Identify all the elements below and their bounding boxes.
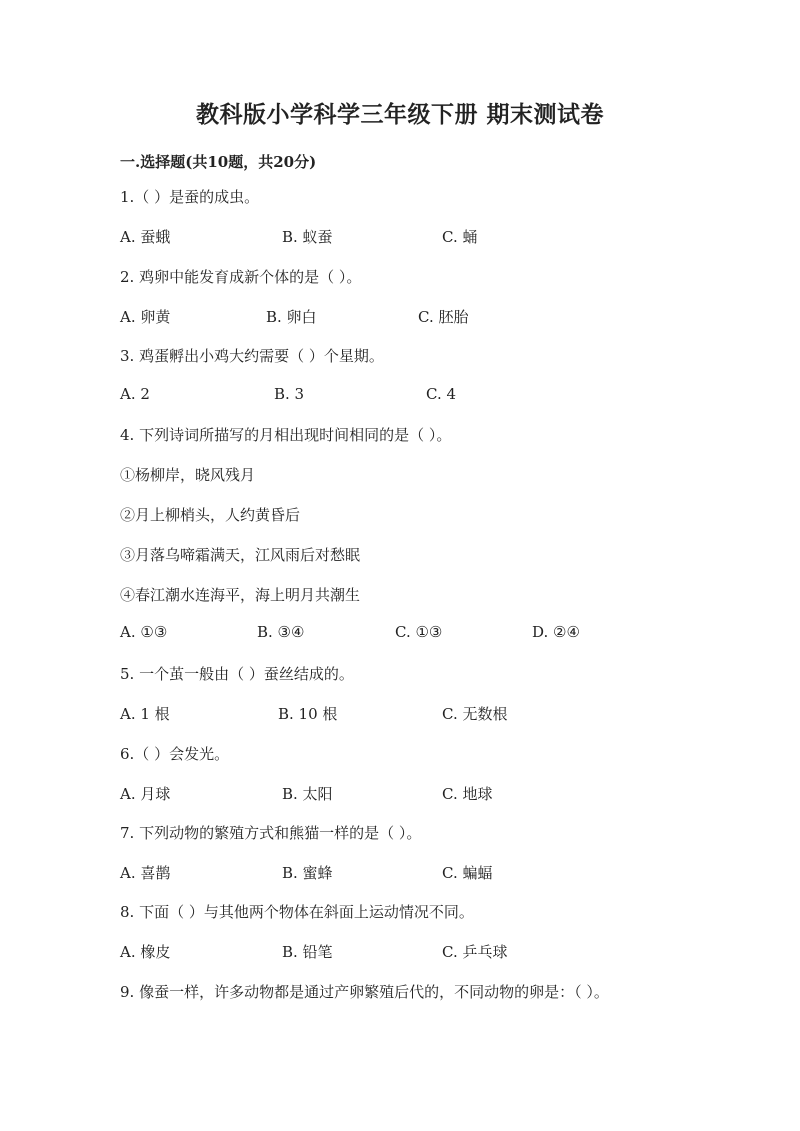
- page-title: 教科版小学科学三年级下册 期末测试卷: [195, 101, 604, 128]
- question-2-stem: 2. 鸡卵中能发育成新个体的是（ ）。: [120, 268, 362, 286]
- question-6-stem: 6.（ ）会发光。: [120, 745, 230, 763]
- q8-option-a: A. 橡皮: [120, 943, 171, 961]
- q5-option-b: B. 10 根: [278, 705, 338, 723]
- q8-option-c: C. 乒乓球: [442, 943, 508, 961]
- q4-option-d: D. ②④: [532, 623, 580, 641]
- q2-option-b: B. 卵白: [266, 308, 317, 326]
- q4-option-a: A. ①③: [120, 623, 168, 641]
- q3-option-a: A. 2: [120, 385, 150, 403]
- question-8-stem: 8. 下面（ ）与其他两个物体在斜面上运动情况不同。: [120, 903, 474, 921]
- q3-option-c: C. 4: [426, 385, 457, 403]
- q1-option-a: A. 蚕蛾: [120, 228, 171, 246]
- question-4-line-2: ②月上柳梢头，人约黄昏后: [120, 506, 301, 524]
- question-5-stem: 5. 一个茧一般由（ ）蚕丝结成的。: [120, 665, 354, 683]
- q7-option-a: A. 喜鹊: [120, 864, 171, 882]
- question-4-stem: 4. 下列诗词所描写的月相出现时间相同的是（ ）。: [120, 426, 452, 444]
- q6-option-b: B. 太阳: [282, 785, 333, 803]
- question-2-options: [120, 306, 680, 328]
- question-7-stem: 7. 下列动物的繁殖方式和熊猫一样的是（ ）。: [120, 824, 422, 842]
- q4-option-b: B. ③④: [257, 623, 305, 641]
- q7-option-b: B. 蜜蜂: [282, 864, 333, 882]
- question-1-stem: 1.（ ）是蚕的成虫。: [120, 188, 260, 206]
- question-8-options: [120, 941, 680, 963]
- section-heading: 一.选择题(共10题，共20分): [120, 153, 317, 171]
- question-3-stem: 3. 鸡蛋孵出小鸡大约需要（ ）个星期。: [120, 347, 384, 365]
- question-4-line-1: ①杨柳岸，晓风残月: [120, 466, 256, 484]
- q8-option-b: B. 铅笔: [282, 943, 333, 961]
- q3-option-b: B. 3: [274, 385, 305, 403]
- question-6-options: [120, 783, 680, 805]
- question-7-options: [120, 862, 680, 884]
- q5-option-a: A. 1 根: [120, 705, 170, 723]
- question-4-options: [120, 623, 680, 645]
- question-4-line-3: ③月落乌啼霜满天，江风雨后对愁眠: [120, 546, 361, 564]
- q5-option-c: C. 无数根: [442, 705, 508, 723]
- q4-option-c: C. ①③: [395, 623, 443, 641]
- q7-option-c: C. 蝙蝠: [442, 864, 493, 882]
- q2-option-a: A. 卵黄: [120, 308, 171, 326]
- question-4-line-4: ④春江潮水连海平，海上明月共潮生: [120, 586, 361, 604]
- q1-option-b: B. 蚁蚕: [282, 228, 333, 246]
- q1-option-c: C. 蛹: [442, 228, 478, 246]
- question-9-stem: 9. 像蚕一样，许多动物都是通过产卵繁殖后代的，不同动物的卵是：（ ）。: [120, 983, 609, 1001]
- q6-option-c: C. 地球: [442, 785, 493, 803]
- q2-option-c: C. 胚胎: [418, 308, 469, 326]
- question-1-options: [120, 226, 680, 248]
- question-5-options: [120, 703, 680, 725]
- q6-option-a: A. 月球: [120, 785, 171, 803]
- question-3-options: [120, 385, 680, 407]
